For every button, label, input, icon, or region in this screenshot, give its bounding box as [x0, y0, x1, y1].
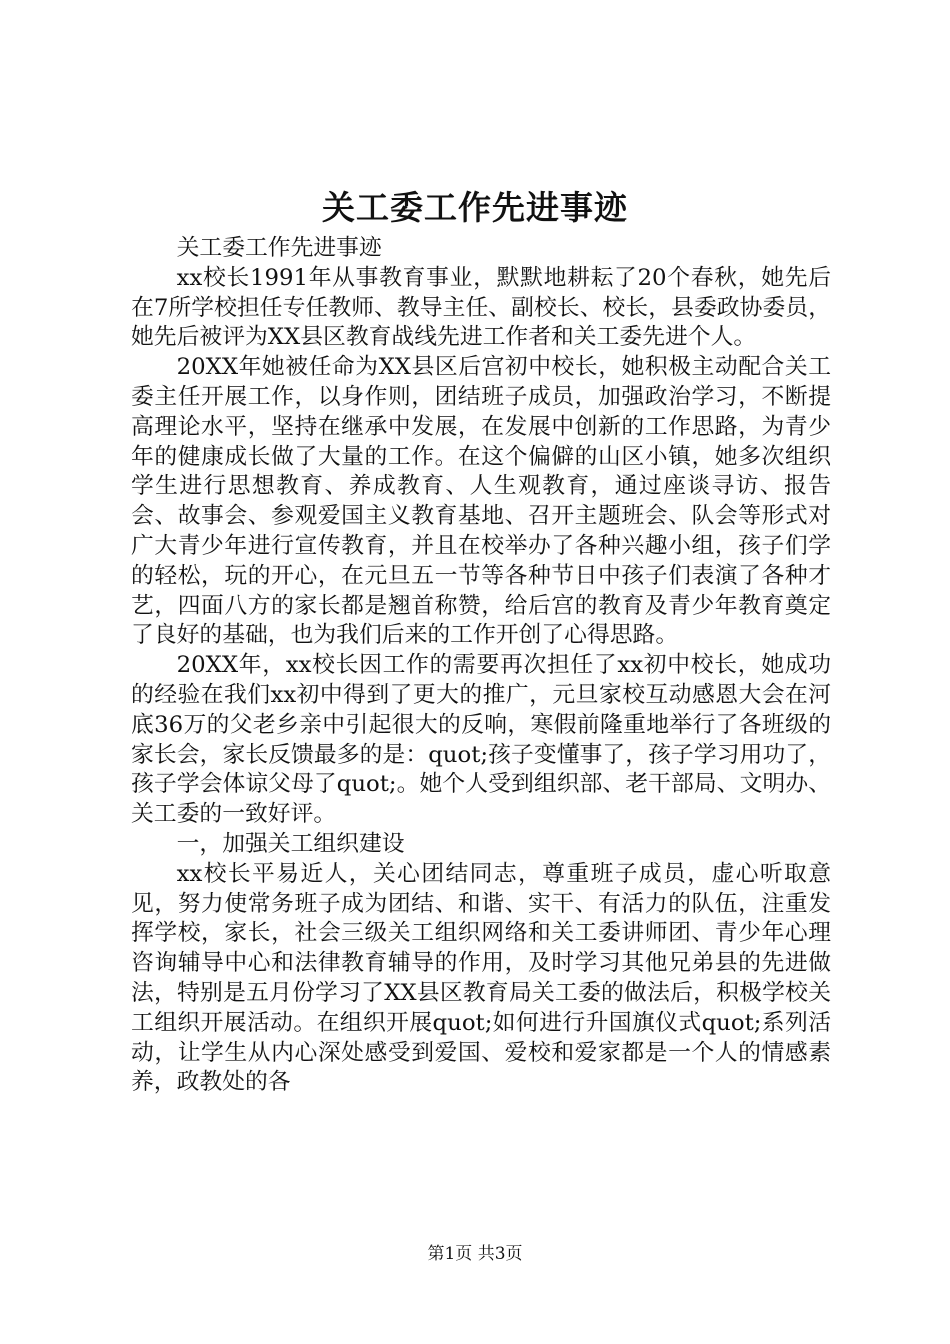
paragraph-experience: 20XX年，xx校长因工作的需要再次担任了xx初中校长，她成功的经验在我们xx初中得到了更大的推广，元旦家校互动感恩大会在河底36万的父老乡亲中引起很大的反响，寒假前隆重地举行了各班级的家长会，家长反馈最多的是：quot;孩子变懂事了，孩子学习用功了，孩子学会体谅父母了quot;。她个人受到组织部、老干部局、文明办、关工委的一致好评。 — [131, 652, 831, 828]
paragraph-organization: xx校长平易近人，关心团结同志，尊重班子成员，虚心听取意见，努力使常务班子成为团结、和谐、实干、有活力的队伍，注重发挥学校，家长，社会三级关工组织网络和关工委讲师团、青少年心理咨询辅导中心和法律教育辅导的作用，及时学习其他兄弟县的先进做法，特别是五月份学习了XX县区教育局关工委的做法后，积极学校关工组织开展活动。在组织开展quot;如何进行升国旗仪式quot;系列活动，让学生从内心深处感受到爱国、爱校和爱家都是一个人的情感素养，政教处的各 — [131, 860, 831, 1096]
paragraph-intro: xx校长1991年从事教育事业，默默地耕耘了20个春秋，她先后在7所学校担任专任教师、教导主任、副校长、校长，县委政协委员，她先后被评为XX县区教育战线先进工作者和关工委先进个人。 — [131, 264, 831, 351]
document-title: 关工委工作先进事迹 — [322, 188, 628, 227]
paragraph-appointment: 20XX年她被任命为XX县区后宫初中校长，她积极主动配合关工委主任开展工作，以身作则，团结班子成员，加强政治学习，不断提高理论水平，坚持在继承中发展，在发展中创新的工作思路，为青少年的健康成长做了大量的工作。在这个偏僻的山区小镇，她多次组织学生进行思想教育、养成教育、人生观教育，通过座谈寻访、报告会、故事会、参观爱国主义教育基地、召开主题班会、队会等形式对广大青少年进行宣传教育，并且在校举办了各种兴趣小组，孩子们学的轻松，玩的开心，在元旦五一节等各种节日中孩子们表演了各种才艺，四面八方的家长都是翘首称赞，给后宫的教育及青少年教育奠定了良好的基础，也为我们后来的工作开创了心得思路。 — [131, 354, 831, 649]
document-body — [131, 234, 831, 1098]
section-heading: 一，加强关工组织建设 — [176, 830, 405, 857]
page-footer: 第1页 共3页 — [427, 1244, 523, 1264]
paragraph-subtitle: 关工委工作先进事迹 — [176, 235, 382, 261]
